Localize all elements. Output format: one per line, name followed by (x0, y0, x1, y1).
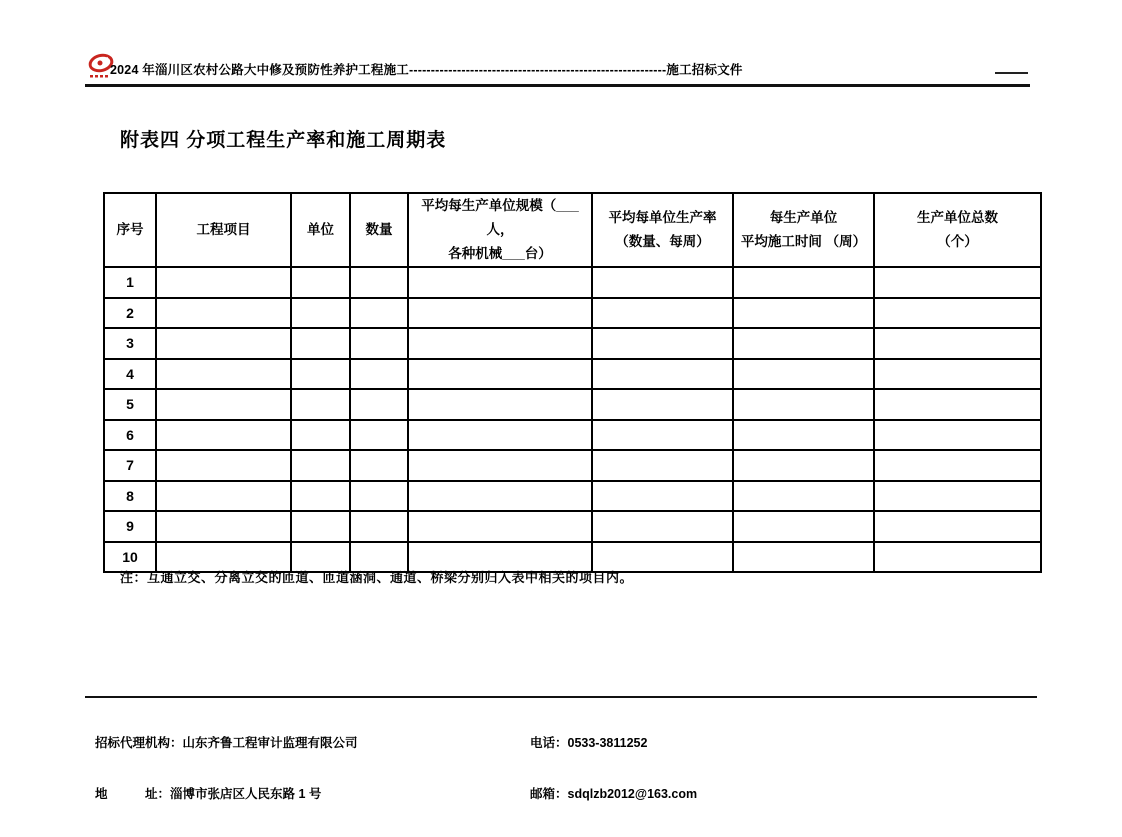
cell-quantity (350, 481, 408, 512)
row-seq: 2 (104, 298, 156, 329)
col-header-avg-time (733, 193, 874, 267)
header-rule (85, 84, 1030, 87)
row-seq: 6 (104, 420, 156, 451)
cell-total-units (874, 389, 1041, 420)
cell-quantity (350, 328, 408, 359)
cell-project (156, 450, 291, 481)
cell-unit (291, 328, 350, 359)
footer-contact-block (530, 701, 697, 837)
col-header-text: 平均每生产单位规模（___人， (421, 198, 579, 237)
col-header-text: 各种机械___台） (448, 246, 552, 261)
cell-unit-scale (408, 481, 592, 512)
production-rate-table (103, 192, 1042, 573)
row-seq: 1 (104, 267, 156, 298)
cell-unit-scale (408, 328, 592, 359)
cell-project (156, 328, 291, 359)
cell-quantity (350, 450, 408, 481)
col-header-text: 每生产单位 (769, 210, 838, 225)
col-header-text: 序号 (116, 222, 144, 237)
cell-unit (291, 481, 350, 512)
cell-avg-time (733, 420, 874, 451)
row-seq: 9 (104, 511, 156, 542)
row-seq: 4 (104, 359, 156, 390)
col-header-text: 平均每单位生产率 (608, 210, 717, 225)
col-header-text: （个） (937, 234, 978, 249)
cell-unit (291, 267, 350, 298)
cell-unit-rate (592, 481, 733, 512)
cell-unit (291, 450, 350, 481)
table-row (104, 328, 1041, 359)
row-seq: 8 (104, 481, 156, 512)
col-header-unit-scale (408, 193, 592, 267)
cell-unit-scale (408, 298, 592, 329)
footer-email: 邮箱：sdqlzb2012@163.com (530, 787, 698, 801)
col-header-text: 单位 (307, 222, 334, 237)
cell-avg-time (733, 542, 874, 573)
cell-total-units (874, 328, 1041, 359)
cell-avg-time (733, 328, 874, 359)
cell-unit (291, 511, 350, 542)
col-header-unit (291, 193, 350, 267)
cell-unit-scale (408, 450, 592, 481)
cell-avg-time (733, 450, 874, 481)
page-number-line (995, 72, 1028, 74)
col-header-text: 生产单位总数 (917, 210, 998, 225)
cell-unit-rate (592, 511, 733, 542)
cell-total-units (874, 298, 1041, 329)
table-row (104, 450, 1041, 481)
cell-unit (291, 420, 350, 451)
cell-project (156, 420, 291, 451)
cell-avg-time (733, 481, 874, 512)
cell-unit-scale (408, 359, 592, 390)
col-header-text: （数量、每周） (615, 234, 710, 249)
cell-total-units (874, 511, 1041, 542)
cell-unit-rate (592, 389, 733, 420)
cell-quantity (350, 359, 408, 390)
cell-unit-rate (592, 298, 733, 329)
cell-unit-rate (592, 450, 733, 481)
table-header-row (104, 193, 1041, 267)
table-row (104, 359, 1041, 390)
table-row (104, 389, 1041, 420)
cell-unit-scale (408, 511, 592, 542)
col-header-text: 平均施工时间 （周） (740, 234, 867, 249)
cell-quantity (350, 298, 408, 329)
cell-unit-scale (408, 267, 592, 298)
table-row (104, 298, 1041, 329)
col-header-project (156, 193, 291, 267)
cell-total-units (874, 450, 1041, 481)
footer-address: 地 址：淄博市张店区人民东路 1 号 (95, 787, 322, 801)
footer-agency-block (95, 701, 358, 837)
footer-rule (85, 696, 1037, 698)
cell-total-units (874, 267, 1041, 298)
cell-project (156, 359, 291, 390)
table-row (104, 420, 1041, 451)
cell-quantity (350, 267, 408, 298)
col-header-unit-rate (592, 193, 733, 267)
cell-project (156, 298, 291, 329)
cell-project (156, 389, 291, 420)
cell-avg-time (733, 298, 874, 329)
col-header-seq (104, 193, 156, 267)
table-note: 注：互通立交、分离立交的匝道、匝道涵洞、通道、桥梁分别归入表中相关的项目内。 (120, 570, 634, 585)
header-left-text: 2024 年淄川区农村公路大中修及预防性养护工程施工 (110, 63, 409, 77)
cell-avg-time (733, 389, 874, 420)
row-seq: 5 (104, 389, 156, 420)
table-row (104, 481, 1041, 512)
header-right-text: 施工招标文件 (666, 63, 743, 77)
footer-phone: 电话：0533-3811252 (530, 736, 648, 750)
table-row (104, 511, 1041, 542)
header-title-line (110, 60, 990, 78)
cell-quantity (350, 420, 408, 451)
cell-unit (291, 298, 350, 329)
col-header-text: 工程项目 (196, 222, 251, 237)
row-seq: 10 (104, 542, 156, 573)
row-seq: 7 (104, 450, 156, 481)
cell-project (156, 511, 291, 542)
cell-project (156, 481, 291, 512)
cell-total-units (874, 542, 1041, 573)
cell-unit-scale (408, 420, 592, 451)
cell-unit (291, 359, 350, 390)
cell-unit (291, 389, 350, 420)
page-title: 附表四 分项工程生产率和施工周期表 (120, 130, 447, 151)
cell-unit-rate (592, 359, 733, 390)
cell-unit-rate (592, 267, 733, 298)
header-dashes: ----------------------------------------------------------- (408, 63, 667, 77)
col-header-quantity (350, 193, 408, 267)
cell-total-units (874, 420, 1041, 451)
cell-avg-time (733, 359, 874, 390)
cell-unit-scale (408, 389, 592, 420)
cell-avg-time (733, 267, 874, 298)
footer-agency: 招标代理机构：山东齐鲁工程审计监理有限公司 (95, 736, 358, 750)
cell-avg-time (733, 511, 874, 542)
col-header-text: 数量 (365, 222, 393, 237)
cell-total-units (874, 359, 1041, 390)
table-row (104, 267, 1041, 298)
cell-quantity (350, 389, 408, 420)
row-seq: 3 (104, 328, 156, 359)
col-header-total-units (874, 193, 1041, 267)
cell-unit-rate (592, 328, 733, 359)
cell-total-units (874, 481, 1041, 512)
cell-project (156, 267, 291, 298)
cell-quantity (350, 511, 408, 542)
cell-unit-rate (592, 420, 733, 451)
